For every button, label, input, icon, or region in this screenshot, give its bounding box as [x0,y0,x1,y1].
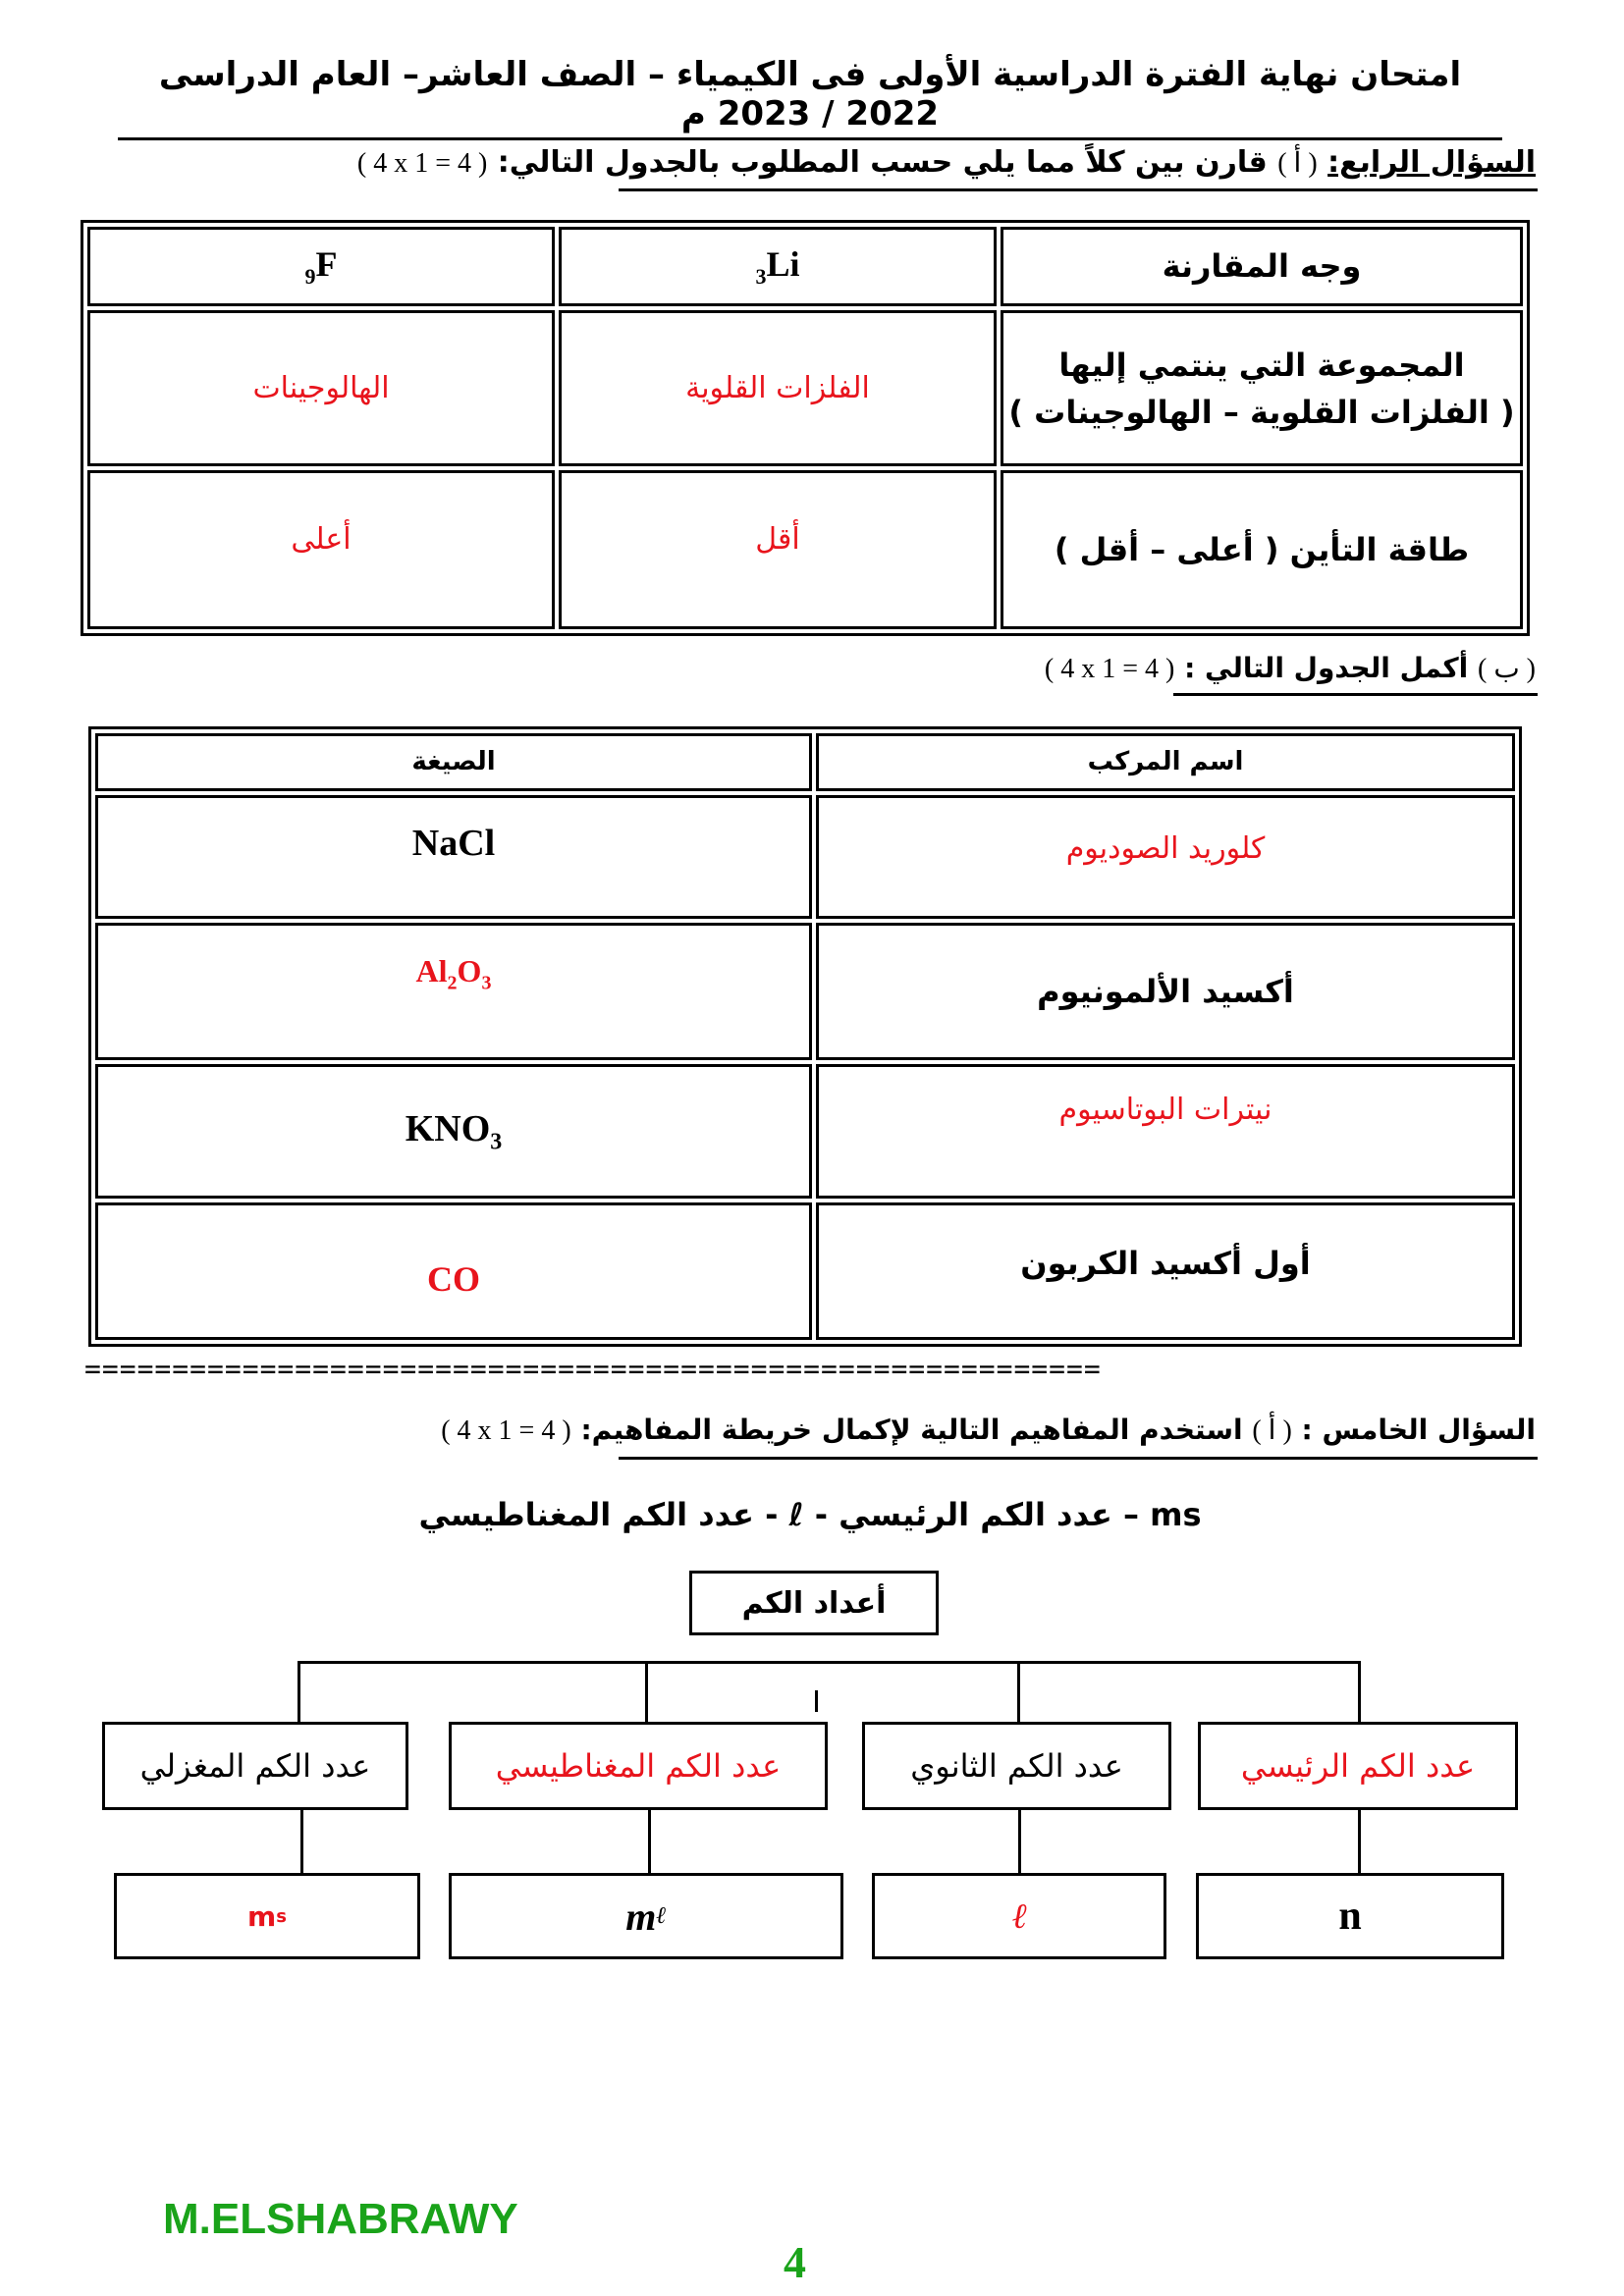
map-connector [1358,1810,1361,1873]
map-connector [298,1661,300,1726]
ionization-label: طاقة التأين ( أعلى – أقل ) [1001,470,1523,629]
author-name: M.ELSHABRAWY [163,2195,518,2243]
group-label: المجموعة التي ينتمي إليها ( الفلزات القلوية – الهالوجينات ) [1001,310,1523,467]
underline [1173,693,1538,696]
page-number: 4 [784,2237,806,2287]
header-li: $_3$Li [559,227,997,306]
f-ionization-answer: أعلى [87,470,555,629]
category-principal-answer: عدد الكم الرئيسي [1198,1722,1518,1810]
question-4-label: السؤال الرابع: [1327,145,1536,180]
map-connector [300,1810,303,1873]
map-connector [298,1661,1361,1664]
section-separator: ========================================================== [84,1353,1102,1385]
compound-name-cell: نيترات البوتاسيوم [816,1064,1515,1198]
comparison-table [81,220,1530,636]
li-group-answer: الفلزات القلوية [559,310,997,467]
symbol-ms-answer: m s [114,1873,420,1959]
part-b-marks: ( 4 x 1 = 4 ) [1044,654,1175,684]
part-b-heading [1045,652,1536,685]
formula-cell: NaCl [95,795,812,919]
part-a-text: استخدم المفاهيم التالية لإكمال خريطة المفاهيم: [580,1414,1243,1446]
map-connector [645,1661,648,1726]
symbol-ml: m ℓ [449,1873,843,1959]
compound-name-cell: أول أكسيد الكربون [816,1202,1515,1340]
underline [619,188,1538,191]
compound-table [88,726,1522,1347]
compound-name-cell: كلوريد الصوديوم [816,795,1515,919]
formula-cell: CO [95,1202,812,1340]
map-connector [1358,1661,1361,1726]
category-secondary: عدد الكم الثانوي [862,1722,1171,1810]
li-ionization-answer: أقل [559,470,997,629]
header-compound-name: اسم المركب [816,733,1515,791]
part-a-prefix: ( أ ) [1252,1415,1292,1446]
category-magnetic-answer: عدد الكم المغناطيسي [449,1722,828,1810]
exam-title: امتحان نهاية الفترة الدراسية الأولى فى الكيمياء – الصف العاشر– العام الدراسى 2022 / 2023 م [118,55,1502,140]
header-comparison: وجه المقارنة [1001,227,1523,306]
map-connector [1018,1810,1021,1873]
part-b-prefix: ( ب ) [1477,654,1536,684]
part-a-text: قارن بين كلاً مما يلي حسب المطلوب بالجدول التالي: [497,145,1268,180]
formula-cell: $KNO_3$ [95,1064,812,1198]
question-4-heading [357,145,1536,180]
part-a-prefix: ( أ ) [1277,148,1318,179]
underline [619,1457,1538,1460]
part-a-marks: ( 4 x 1 = 4 ) [441,1415,571,1446]
part-b-text: أكمل الجدول التالي : [1184,652,1469,684]
category-spin: عدد الكم المغزلي [102,1722,408,1810]
question-5-label: السؤال الخامس [1322,1414,1536,1446]
map-root: أعداد الكم [689,1571,939,1635]
f-group-answer: الهالوجينات [87,310,555,467]
map-tick [815,1690,818,1712]
concepts-list: ms – عدد الكم الرئيسي - ℓ - عدد الكم المغناطيسي [418,1496,1202,1533]
compound-name-cell: أكسيد الألمونيوم [816,923,1515,1060]
map-connector [648,1810,651,1873]
map-connector [1017,1661,1020,1726]
formula-cell: $Al_2O_3$ [95,923,812,1060]
symbol-l-answer: ℓ [872,1873,1166,1959]
part-a-marks: ( 4 x 1 = 4 ) [356,148,488,179]
symbol-n: n [1196,1873,1504,1959]
header-formula: الصيغة [95,733,812,791]
question-5-heading: السؤال الخامس : ( أ ) استخدم المفاهيم التالية لإكمال خريطة المفاهيم: ( 4 x 1 = 4 ) [441,1414,1536,1446]
header-f: $_9$F [87,227,555,306]
